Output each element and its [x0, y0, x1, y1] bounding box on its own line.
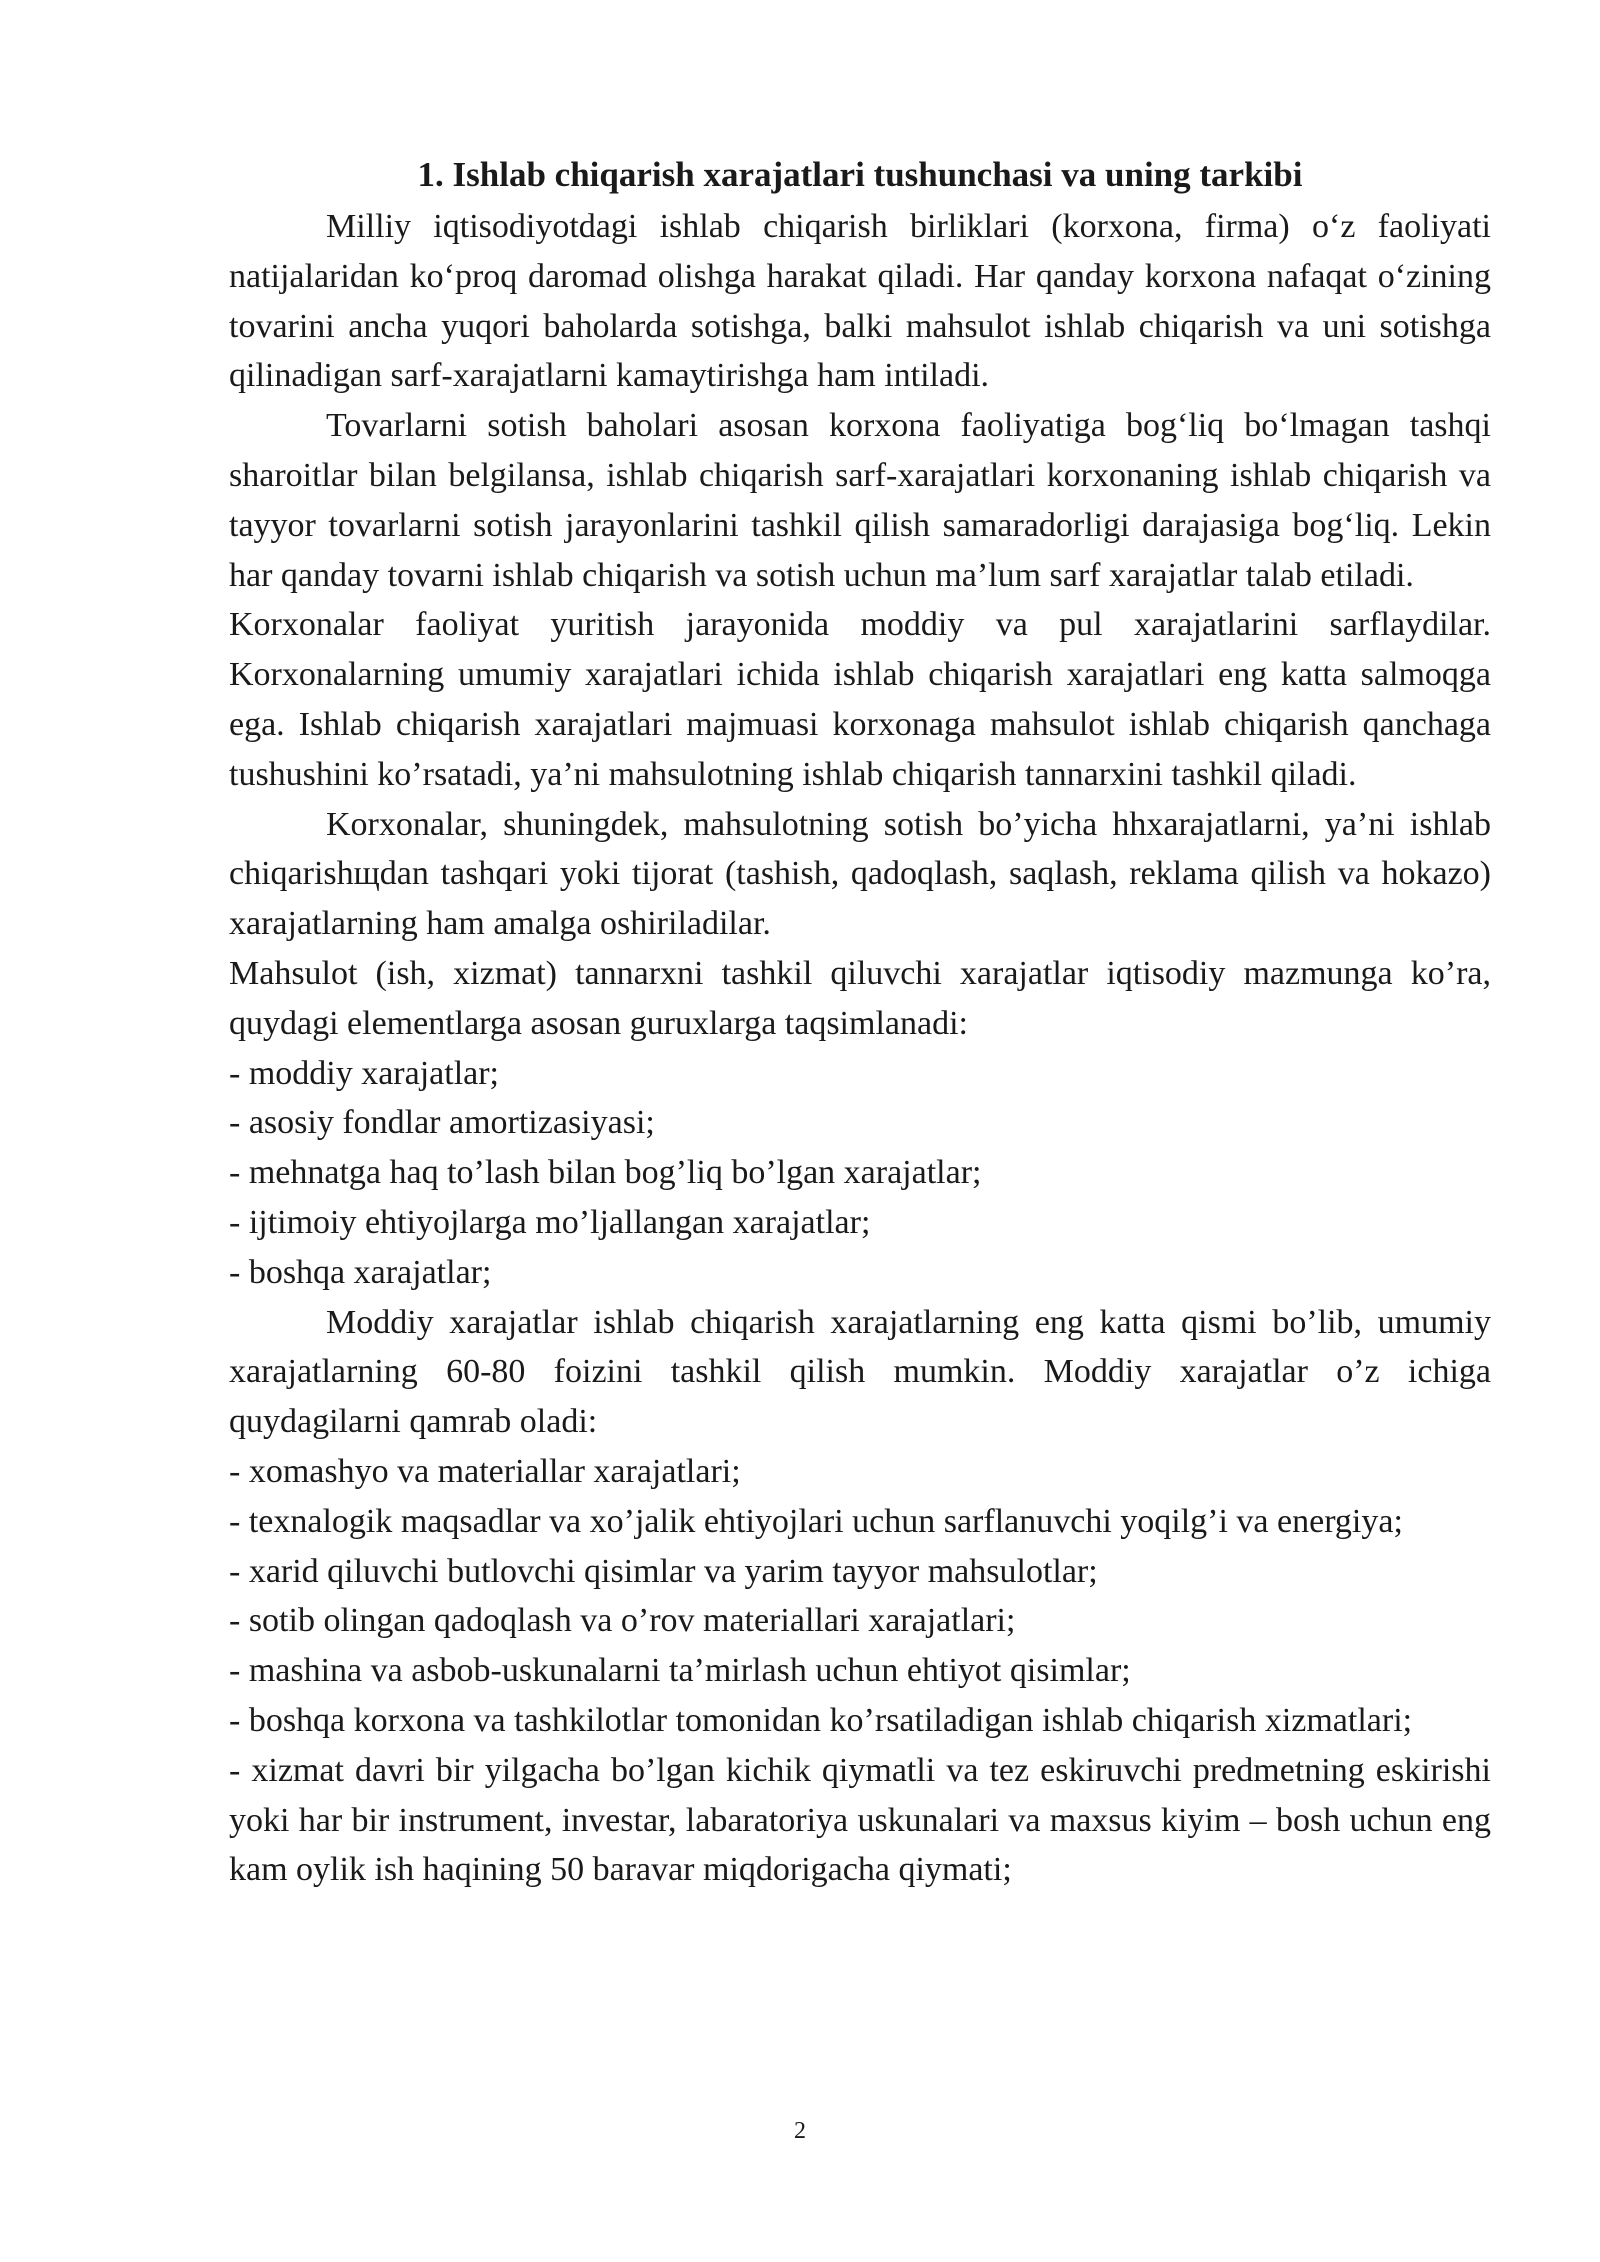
list-item: - xomashyo va materiallar xarajatlari; [229, 1452, 741, 1490]
section-heading: 1. Ishlab chiqarish xarajatlari tushunchasi va uning tarkibi [417, 155, 1303, 194]
list-item: - boshqa xarajatlar; [229, 1253, 492, 1291]
paragraph-expenses: Korxonalar faoliyat yuritish jarayonida moddiy va pul xarajatlarini sarflaydilar. Korxonalarning umumiy xarajatlari ichida ishlab chiqarish xarajatlari eng katta salmoqga ega. Ishlab chiqarish xarajatlari majmuasi korxonaga mahsulot ishlab chiqarish qanchaga tushushini ko’rsatadi, ya’ni mahsulotning ishlab chiqarish tannarxini tashkil qiladi. [229, 606, 1491, 793]
paragraph-intro: Milliy iqtisodiyotdagi ishlab chiqarish birliklari (korxona, firma) o‘z faoliyati natijalaridan ko‘proq daromad olishga harakat qiladi. Har qanday korxona nafaqat o‘zining tovarini ancha yuqori baholarda sotishga, balki mahsulot ishlab chiqarish va uni sotishga qilinadigan sarf-xarajatlarni kamaytirishga ham intiladi. [229, 208, 1491, 395]
list-item: - mehnatga haq to’lash bilan bog’liq bo’lgan xarajatlar; [229, 1154, 982, 1192]
list-item: - asosiy fondlar amortizasiyasi; [229, 1104, 655, 1142]
list-item: - sotib olingan qadoqlash va o’rov materiallari xarajatlari; [229, 1602, 1016, 1640]
paragraph-material-costs: Moddiy xarajatlar ishlab chiqarish xarajatlarning eng katta qismi bo’lib, umumiy xarajatlarning 60-80 foizini tashkil qilish mumkin. Moddiy xarajatlar o’z ichiga quydagilarni qamrab oladi: [229, 1303, 1491, 1441]
list-item: - texnalogik maqsadlar va xo’jalik ehtiyojlari uchun sarflanuvchi yoqilg’i va energiya; [229, 1502, 1403, 1540]
document-page [229, 150, 1491, 1895]
list-item: - boshqa korxona va tashkilotlar tomonidan ko’rsatiladigan ishlab chiqarish xizmatlari; [229, 1701, 1413, 1739]
paragraph-cost-elements: Mahsulot (ish, xizmat) tannarxni tashkil qiluvchi xarajatlar iqtisodiy mazmunga ko’ra, quydagi elementlarga asosan guruxlarga taqsimlanadi: [229, 954, 1491, 1042]
list-item: - moddiy xarajatlar; [229, 1054, 500, 1092]
paragraph-commercial: Korxonalar, shuningdek, mahsulotning sotish bo’yicha hhxarajatlarni, ya’ni ishlab chiqarishщdan tashqari yoki tijorat (tashish, qadoqlash, saqlash, reklama qilish va hokazo) xarajatlarning ham amalga oshiriladilar. [229, 805, 1491, 943]
list-item: - ijtimoiy ehtiyojlarga mo’ljallangan xarajatlar; [229, 1203, 871, 1241]
list-item: - xizmat davri bir yilgacha bo’lgan kichik qiymatli va tez eskiruvchi predmetning eskirishi yoki har bir instrument, investar, labaratoriya uskunalari va maxsus kiyim – bosh uchun eng kam oylik ish haqining 50 baravar miqdorigacha qiymati; [229, 1751, 1491, 1889]
page-number: 2 [794, 2118, 806, 2144]
list-item: - mashina va asbob-uskunalarni ta’mirlash uchun ehtiyot qisimlar; [229, 1652, 1131, 1690]
paragraph-prices: Tovarlarni sotish baholari asosan korxona faoliyatiga bog‘liq bo‘lmagan tashqi sharoitlar bilan belgilansa, ishlab chiqarish sarf-xarajatlari korxonaning ishlab chiqarish va tayyor tovarlarni sotish jarayonlarini tashkil qilish samaradorligi darajasiga bog‘liq. Lekin har qanday tovarni ishlab chiqarish va sotish uchun ma’lum sarf xarajatlar talab etiladi. [229, 407, 1491, 594]
list-item: - xarid qiluvchi butlovchi qisimlar va yarim tayyor mahsulotlar; [229, 1552, 1098, 1590]
